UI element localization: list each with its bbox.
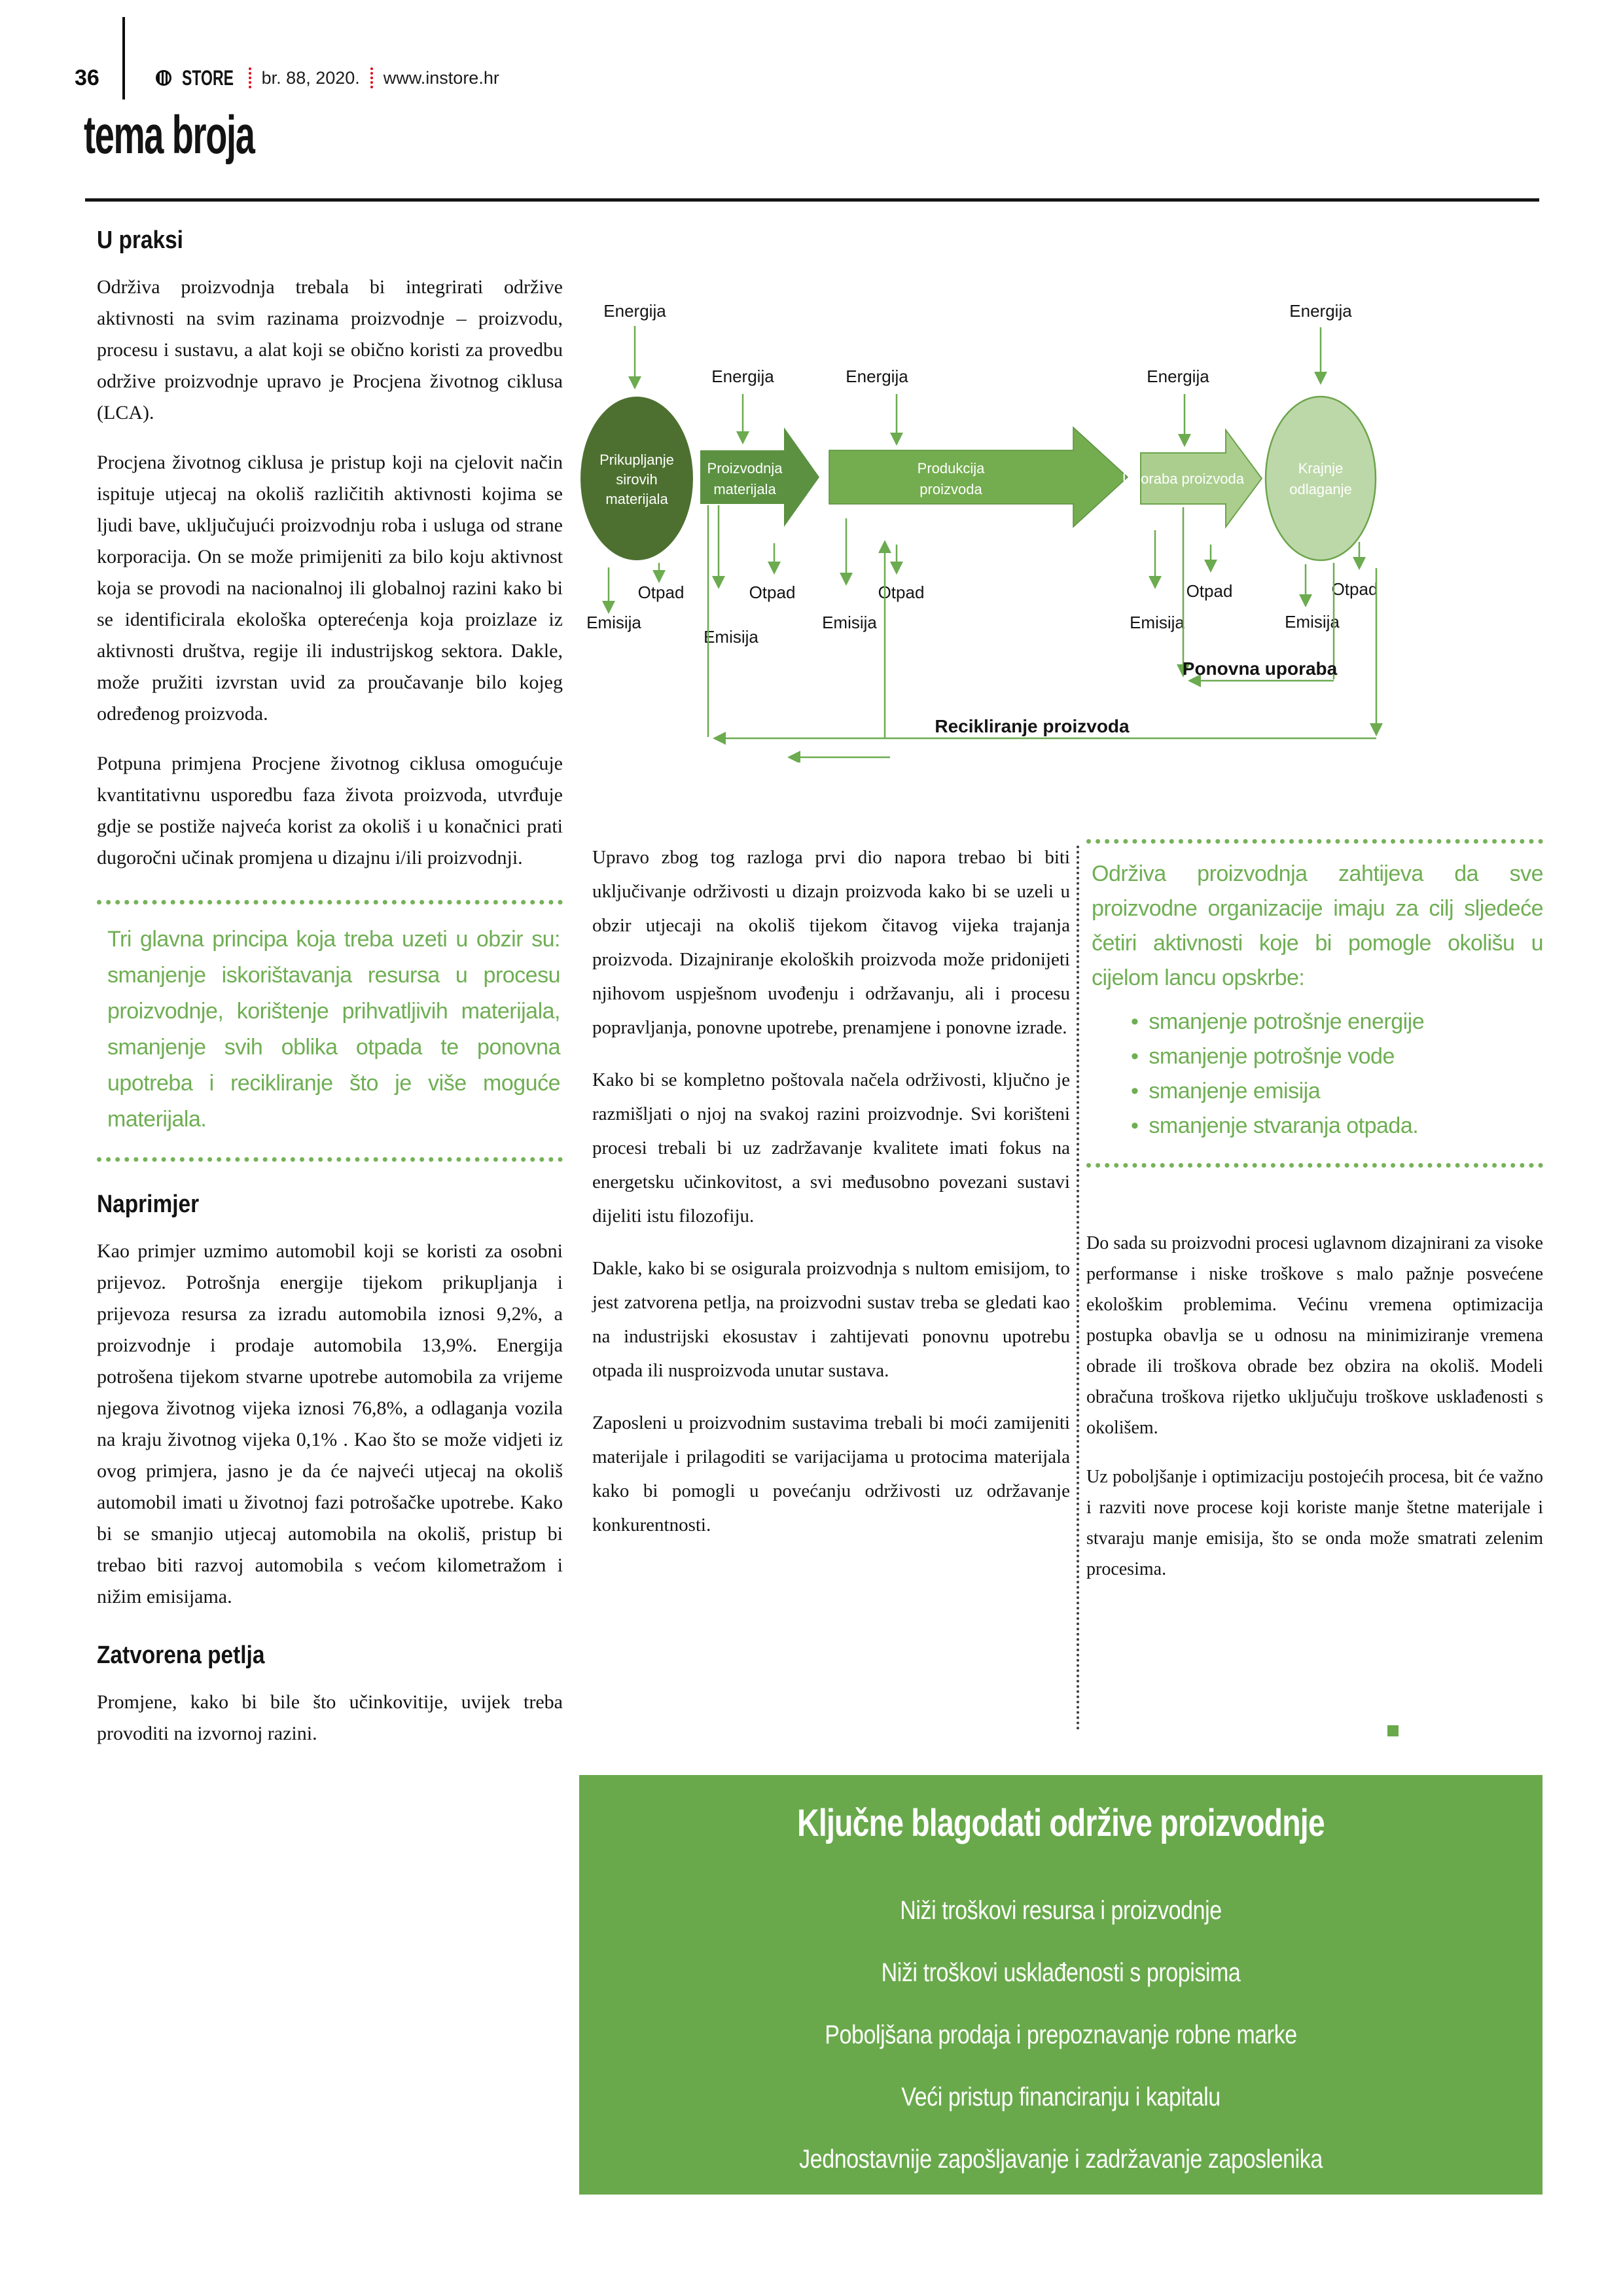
brand-name: STORE xyxy=(182,65,234,90)
activities-intro: Održiva proizvodnja zahtijeva da sve proizvodne organizacije imaju za cilj sljedeće četiri aktivnosti koje bi pomogle okolišu u cijelom lancu opskrbe: xyxy=(1092,861,1543,990)
recycle-label: Recikliranje proizvoda xyxy=(935,716,1130,736)
paragraph: Promjene, kako bi bile što učinkovitije, uvijek treba provoditi na izvornoj razini. xyxy=(97,1691,563,1744)
paragraph: Kako bi se kompletno poštovala načela održivosti, ključno je razmišljati o njoj na svakoj razini proizvodnje. Svi korišteni procesi trebali bi uz zadržavanje kvalitete imati fokus na energetsku učinkovitost, a svi međusobno povezani sustavi dijeliti istu filozofiju. xyxy=(592,1069,1070,1227)
list-item: Veći pristup financiranju i kapitalu xyxy=(901,2083,1221,2111)
energy-label: Energija xyxy=(603,301,666,321)
list-item: Niži troškovi resursa i proizvodnje xyxy=(900,1896,1222,1925)
node-label: sirovih xyxy=(616,471,658,488)
list-item xyxy=(1092,1074,1543,1109)
node-label: materijala xyxy=(713,481,776,497)
node-label: materijala xyxy=(605,491,668,507)
list-item-label: smanjenje emisija xyxy=(1149,1079,1321,1103)
list-item-label: smanjenje potrošnje energije xyxy=(1149,1009,1425,1034)
header-divider xyxy=(122,17,125,99)
benefits-title: Ključne blagodati održive proizvodnje xyxy=(797,1802,1325,1844)
green-pullquote: Tri glavna principa koja treba uzeti u obzir su: smanjenje iskorištavanja resursa u procesu proizvodnje, korištenje prihvatljivih materijala, smanjenje svih oblika otpada te ponovna upotreba i recikliranje što je više moguće materijala. xyxy=(97,900,563,1162)
energy-label: Energija xyxy=(846,367,908,386)
activities-list xyxy=(1092,1005,1543,1143)
node-label: Uporaba proizvoda xyxy=(1122,471,1244,487)
red-dotted-separator xyxy=(370,67,373,88)
left-column xyxy=(97,226,563,1768)
emission-label: Emisija xyxy=(1285,612,1340,632)
bullet-dot: • xyxy=(1131,1113,1139,1138)
title-rule xyxy=(85,198,1539,202)
emission-label: Emisija xyxy=(1130,613,1185,632)
node-label: odlaganje xyxy=(1289,481,1352,497)
benefits-list xyxy=(579,1896,1543,2174)
energy-label: Energija xyxy=(1289,301,1352,321)
instore-logo-icon xyxy=(156,70,171,86)
paragraph: Dakle, kako bi se osigurala proizvodnja s nultom emisijom, to jest zatvorena petlja, na proizvodni sustav treba se gledati kao na industrijski ekosustav i zahtijevati ponovnu upotrebu otpada ili nusproizvoda unutar sustava. xyxy=(592,1258,1070,1381)
list-item: Niži troškovi usklađenosti s propisima xyxy=(881,1958,1241,1987)
paragraph: Upravo zbog tog razloga prvi dio napora trebao bi biti uključivanje održivosti u dizajn proizvoda kako bi se uzeli u obzir utjecaji na okoliš tijekom čitavog vijeka trajanja proizvoda. Dizajniranje ekoloških proizvoda može pridonijeti njihovom uspješnom uvođenju i održavanju, ali i procesu popravljanja, ponovne upotrebe, prenamjene i ponovne izrade. xyxy=(592,847,1070,1038)
emission-label: Emisija xyxy=(586,613,641,632)
bullet-dot: • xyxy=(1131,1009,1139,1034)
paragraph: Do sada su proizvodni procesi uglavnom dizajnirani za visoke performanse i niske troškove s malo pažnje posvećene ekološkim problemima. Većinu vremena optimizacija postupka obavlja se u odnosu na minimiziranje vremena obrade ili troškova obrade bez obzira na okoliš. Modeli obračuna troškova rijetko uključuju troškove usklađenosti s okolišem. xyxy=(1086,1233,1543,1438)
node-label: Proizvodnja xyxy=(707,460,783,476)
issue-number: br. 88, 2020. xyxy=(261,67,360,88)
page-number: 36 xyxy=(75,65,99,90)
heading-zatvorena-petlja: Zatvorena petlja xyxy=(97,1641,265,1669)
paragraph: Uz poboljšanje i optimizaciju postojećih procesa, bit će važno i razviti nove procese koji koriste manje štetne materijale i stvaraju manje emisija, što se onda može smatrati zelenim procesima. xyxy=(1086,1467,1543,1579)
paragraph: Zaposleni u proizvodnim sustavima trebali bi moći zamijeniti materijale i prilagoditi se varijacijama u protocima materijala kako bi pomogli u povećanju održivosti uz održavanje konkurentnosti. xyxy=(592,1412,1070,1535)
paragraph: Održiva proizvodnja trebala bi integrirati održive aktivnosti na svim razinama proizvodnje – proizvodu, procesu i sustavu, a alat koji se obično koristi za provedbu održive proizvodnje upravo je Procjena životnog ciklusa (LCA). xyxy=(97,276,563,423)
energy-label: Energija xyxy=(1147,367,1209,386)
emission-label: Emisija xyxy=(822,613,877,632)
reuse-label: Ponovna uporaba xyxy=(1182,658,1338,679)
node-product-production xyxy=(829,427,1128,527)
waste-label: Otpad xyxy=(1186,581,1233,601)
heading-u-praksi: U praksi xyxy=(97,226,183,254)
node-label: proizvoda xyxy=(919,481,982,497)
masthead xyxy=(156,64,499,92)
middle-column xyxy=(592,840,1070,1560)
right-column xyxy=(1086,839,1543,1603)
green-activities-box xyxy=(1086,839,1543,1168)
waste-label: Otpad xyxy=(1331,579,1378,599)
paragraph: Kao primjer uzmimo automobil koji se koristi za osobni prijevoz. Potrošnja energije tijekom prikupljanja i prijevoza resursa za izradu automobila iznosi 9,2%, a proizvodnje i prodaje automobila 13,9%. Energija potrošena tijekom stvarne upotrebe automobila za vrijeme njegova životnog vijeka iznosi 76,8%, a odlaganja vozila na kraju životnog vijeka 0,1% . Kao što se može vidjeti iz ovog primjera, jasno je da će najveći utjecaj na okoliš automobil imati u životnoj fazi potrošačke upotrebe. Kako bi se smanjio utjecaj automobila na okoliš, pristup bi trebao biti razvoj automobila s većom kilometražom i nižim emisijama. xyxy=(97,1240,563,1607)
list-item: Poboljšana prodaja i prepoznavanje robne marke xyxy=(825,2020,1297,2049)
column-separator xyxy=(1077,846,1079,1731)
paragraph: Potpuna primjena Procjene životnog ciklusa omogućuje kvantitativnu usporedbu faza života proizvoda, utvrđuje gdje se postiže najveća korist za okoliš i u konačnici prati dugoročni učinak promjena u dizajnu i/ili proizvodnji. xyxy=(97,753,563,869)
bullet-dot: • xyxy=(1131,1044,1139,1069)
red-dotted-separator xyxy=(249,67,251,88)
website-url: www.instore.hr xyxy=(383,67,499,88)
list-item-label: smanjenje potrošnje vode xyxy=(1149,1044,1395,1069)
benefits-box xyxy=(579,1775,1543,2195)
waste-label: Otpad xyxy=(878,583,925,602)
waste-emission-arrows xyxy=(609,505,1359,611)
emission-label: Emisija xyxy=(704,627,758,647)
energy-label: Energija xyxy=(711,367,774,386)
waste-label: Otpad xyxy=(749,583,796,602)
node-label: Produkcija xyxy=(917,460,985,476)
list-item xyxy=(1092,1005,1543,1039)
paragraph: Procjena životnog ciklusa je pristup koji na cjelovit način ispituje utjecaj na okoliš različitih aktivnosti kojima se ljudi bave, uključujući proizvodnju roba i usluga od strane korporacija. On se može primijeniti za bilo koju aktivnost koja se provodi na nacionalnoj ili globalnoj razini kako bi se identificirala ekološka opterećenja koja proizlaze iz aktivnosti društva, regije ili industrijskog sektora. Dakle, može pružiti izvrstan uvid za proučavanje bilo kojeg određenog proizvoda. xyxy=(97,452,563,725)
section-title: tema broja xyxy=(84,105,255,165)
node-final-disposal xyxy=(1266,397,1376,560)
list-item xyxy=(1092,1109,1543,1143)
list-item xyxy=(1092,1039,1543,1074)
waste-label: Otpad xyxy=(637,583,685,602)
end-of-article-marker xyxy=(1387,1725,1399,1736)
heading-naprimjer: Naprimjer xyxy=(97,1191,200,1218)
node-label: Krajnje xyxy=(1298,460,1344,476)
node-label: Prikupljanje xyxy=(599,452,674,468)
lca-diagram xyxy=(576,275,1564,762)
list-item-label: smanjenje stvaranja otpada. xyxy=(1149,1113,1419,1138)
list-item: Jednostavnije zapošljavanje i zadržavanje zaposlenika xyxy=(799,2145,1323,2174)
bullet-dot: • xyxy=(1131,1079,1139,1103)
